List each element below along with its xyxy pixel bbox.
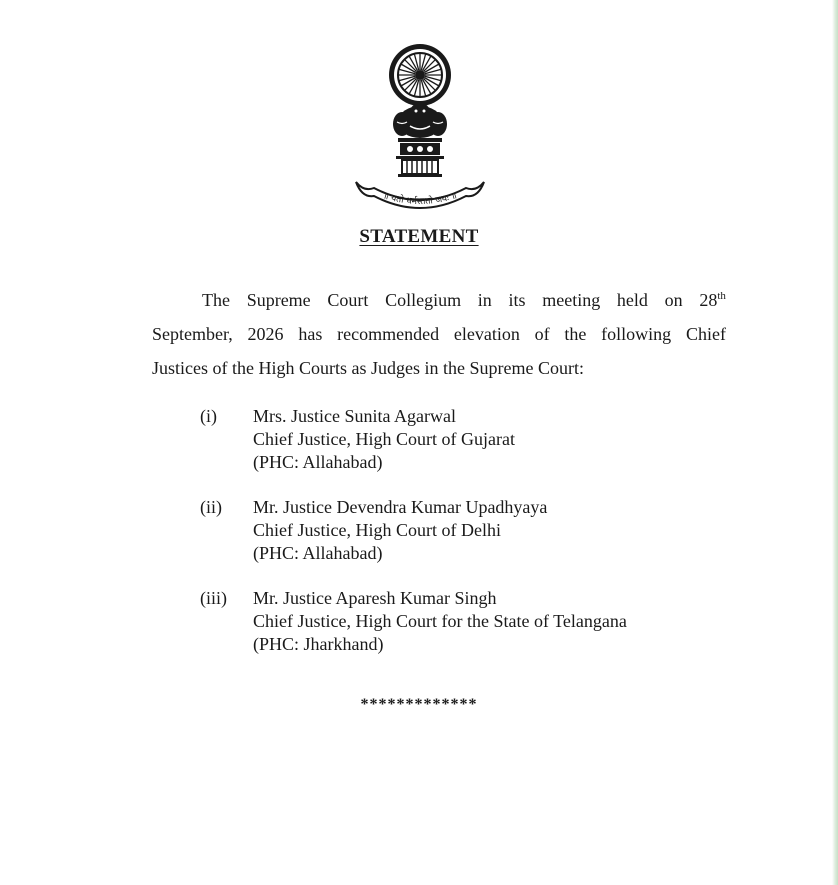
paragraph-line-3: Justices of the High Courts as Judges in the Supreme Court: [152,358,584,378]
word: has [298,324,323,344]
word: September, [152,324,233,344]
page-edge [832,0,838,885]
judge-position: Chief Justice, High Court of Gujarat [253,429,515,449]
word: in [477,290,492,310]
supreme-court-emblem [350,42,490,212]
paragraph-line-1 [152,283,726,317]
emblem-motto: ॥ यतो धर्मस्ततो जयः ॥ [381,191,459,208]
word: the [564,324,587,344]
word: of [534,324,550,344]
word-with-ordinal: 28th [699,290,726,310]
judge-name: Mrs. Justice Sunita Agarwal [253,406,456,426]
word: its [508,290,526,310]
word: held [616,290,648,310]
item-number: (ii) [200,497,222,517]
word: meeting [542,290,601,310]
word: Collegium [385,290,462,310]
paragraph-line-2 [152,317,726,351]
word: Supreme [246,290,311,310]
ordinal-suffix: th [717,290,726,302]
judge-name: Mr. Justice Devendra Kumar Upadhyaya [253,497,548,517]
page-title: STATEMENT [359,226,479,247]
emblem-icon [350,42,490,212]
word: 2026 [247,324,284,344]
word: elevation [453,324,520,344]
word: Court [327,290,369,310]
word: recommended [337,324,440,344]
judge-position: Chief Justice, High Court of Delhi [253,520,501,540]
judge-position: Chief Justice, High Court for the State of Telangana [253,611,627,631]
word: Chief [685,324,726,344]
word: The [202,290,230,310]
judge-name: Mr. Justice Aparesh Kumar Singh [253,588,497,608]
word: on [664,290,683,310]
end-marker: ************* [360,696,478,713]
statement-paragraph [152,283,726,385]
word: following [601,324,672,344]
item-number: (i) [200,406,217,426]
parent-high-court: (PHC: Allahabad) [253,452,383,472]
parent-high-court: (PHC: Allahabad) [253,543,383,563]
item-number: (iii) [200,588,227,608]
parent-high-court: (PHC: Jharkhand) [253,634,384,654]
